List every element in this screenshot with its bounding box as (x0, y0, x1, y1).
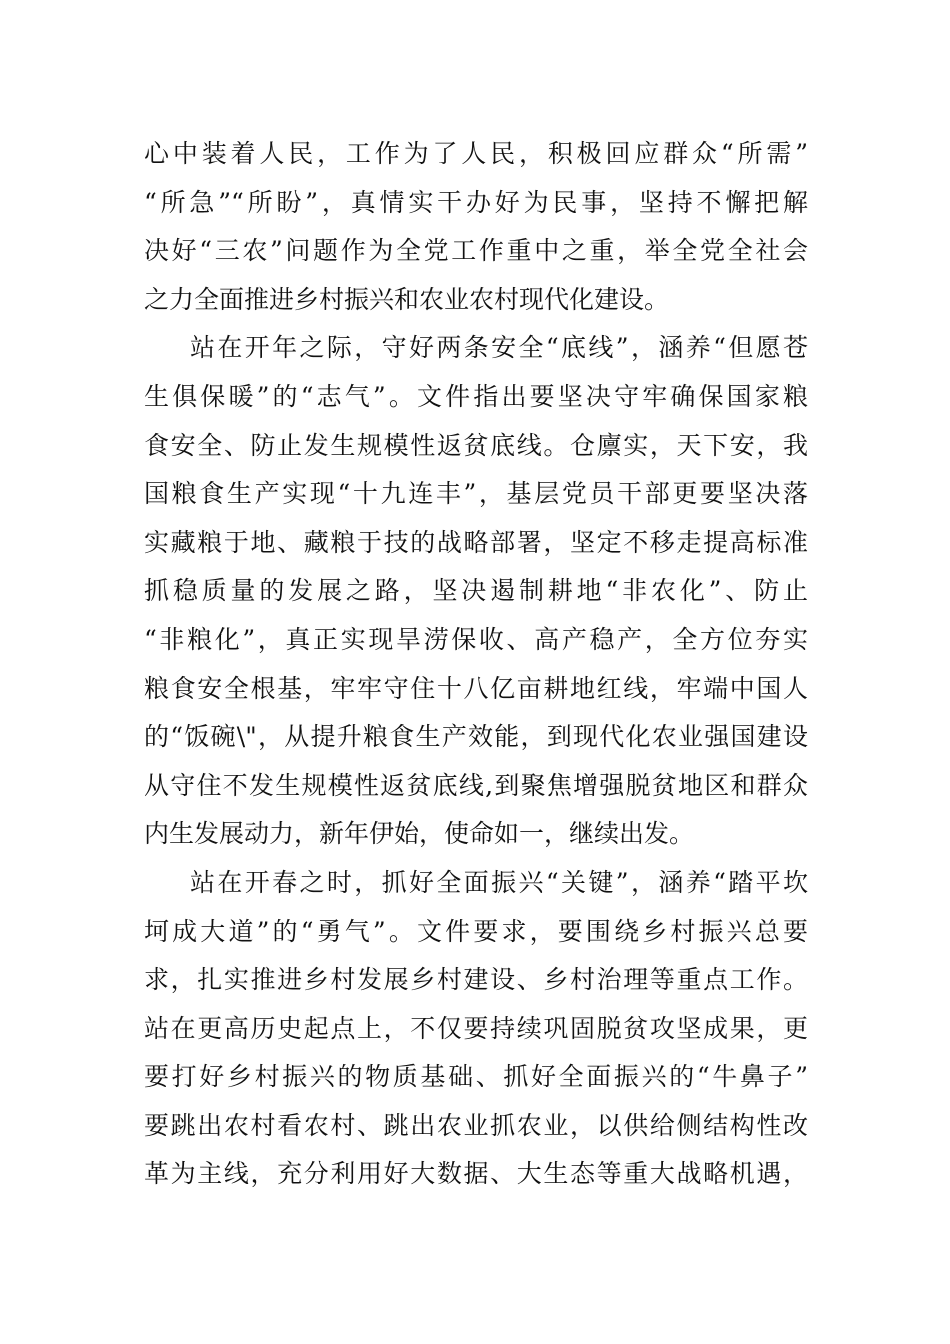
text-line: 的“饭碗\"，从提升粮食生产效能，到现代化农业强国建设 (144, 722, 808, 752)
body-text (144, 130, 808, 1199)
text-line: 求，扎实推进乡村发展乡村建设、乡村治理等重点工作。 (144, 965, 808, 995)
text-line: 心中装着人民，工作为了人民，积极回应群众“所需” (144, 139, 808, 168)
paragraph-start-line: 站在开春之时，抓好全面振兴“关键”，涵养“踏平坎 (190, 867, 808, 897)
text-line: 生俱保暖”的“志气”。文件指出要坚决守牢确保国家粮 (144, 381, 808, 411)
text-line: 从守住不发生规模性返贫底线,到聚焦增强脱贫地区和群众 (144, 770, 808, 800)
text-line: 坷成大道”的“勇气”。文件要求，要围绕乡村振兴总要 (144, 916, 808, 946)
text-line: 要跳出农村看农村、跳出农业抓农业，以供给侧结构性改 (144, 1110, 808, 1140)
paragraph-start-line: 站在开年之际，守好两条安全“底线”，涵养“但愿苍 (190, 333, 808, 363)
text-line: 实藏粮于地、藏粮于技的战略部署，坚定不移走提高标准 (144, 527, 808, 557)
text-line: 食安全、防止发生规模性返贫底线。仓廪实，天下安，我 (144, 430, 808, 460)
text-line: “所急”“所盼”，真情实干办好为民事，坚持不懈把解 (144, 187, 808, 217)
text-line: 抓稳质量的发展之路，坚决遏制耕地“非农化”、防止 (144, 576, 808, 606)
text-line: 内生发展动力，新年伊始，使命如一，继续出发。 (144, 819, 695, 849)
text-line: 决好“三农”问题作为全党工作重中之重，举全党全社会 (144, 236, 808, 266)
text-line: 国粮食生产实现“十九连丰”，基层党员干部更要坚决落 (144, 479, 808, 509)
text-line: 之力全面推进乡村振兴和农业农村现代化建设。 (144, 284, 670, 314)
text-line: 要打好乡村振兴的物质基础、抓好全面振兴的“牛鼻子” (144, 1062, 808, 1092)
text-line: 站在更高历史起点上，不仅要持续巩固脱贫攻坚成果，更 (144, 1013, 808, 1043)
text-line: “非粮化”，真正实现旱涝保收、高产稳产，全方位夯实 (144, 624, 808, 654)
text-line: 革为主线，充分利用好大数据、大生态等重大战略机遇， (144, 1159, 808, 1189)
text-line: 粮食安全根基，牢牢守住十八亿亩耕地红线，牢端中国人 (144, 673, 808, 703)
